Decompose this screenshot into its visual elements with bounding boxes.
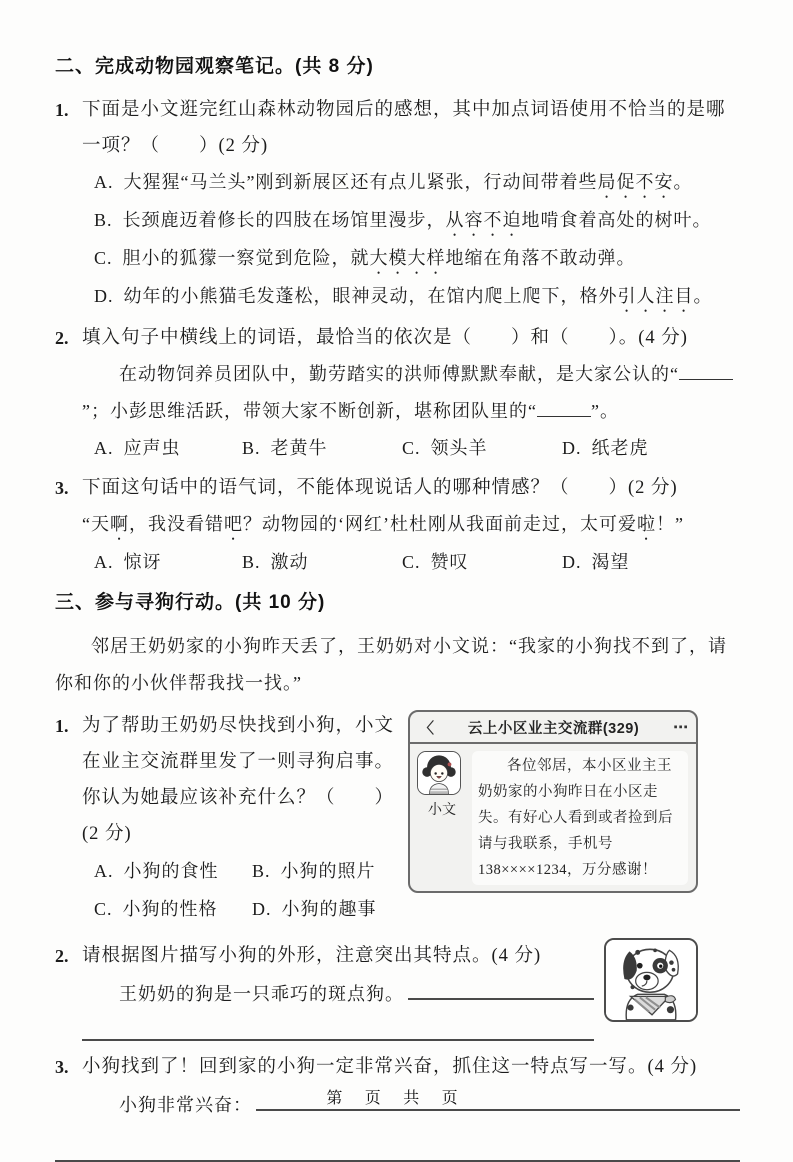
question-number: 1. [55, 716, 69, 736]
quote-sentence: “天啊，我没看错吧？动物园的‘网红’杜杜刚从我面前走过，太可爱啦！” [82, 514, 684, 534]
question-text: 下面是小文逛完红山森林动物园后的感想，其中加点词语使用不恰当的是哪一项？（ ）(2 分) [82, 100, 726, 156]
answer-blank-line [82, 1013, 594, 1041]
options-row [82, 544, 740, 580]
question-number: 2. [55, 946, 69, 966]
options-row [82, 890, 398, 928]
options-row [82, 430, 740, 466]
answer-lead-text: 小狗非常兴奋： [119, 1095, 252, 1115]
emphasized-word: 吧 [224, 514, 243, 534]
section-2-title: 二、完成动物园观察笔记。(共 8 分) [55, 56, 374, 77]
question-text: 填入句子中横线上的词语，最恰当的依次是（ ）和（ ）。(4 分) [82, 328, 688, 348]
option-b [82, 202, 740, 240]
option-a [82, 164, 740, 202]
option-label: B. [94, 210, 113, 230]
option-b: B. 小狗的照片 [252, 861, 376, 881]
question-2-2 [55, 320, 740, 466]
option-d: D. 纸老虎 [562, 438, 649, 458]
option-label: C. [94, 248, 113, 268]
option-b: B. 老黄牛 [242, 438, 328, 458]
emphasized-word: 啊 [110, 514, 129, 534]
question-number: 3. [55, 1057, 69, 1077]
emphasized-word: 局促不安 [597, 172, 674, 192]
section-3-title: 三、参与寻狗行动。(共 10 分) [55, 592, 326, 613]
dog-photo [604, 938, 698, 1022]
option-c: C. 领头羊 [402, 438, 488, 458]
avatar-girl [417, 751, 461, 795]
option-a: A. 小狗的食性 [94, 861, 219, 881]
option-label: D. [94, 286, 114, 306]
answer-lead-text: 王奶奶的狗是一只乖巧的斑点狗。 [119, 984, 404, 1004]
option-c: C. 赞叹 [402, 552, 469, 572]
chat-group-title: 云上小区业主交流群(329) [467, 720, 640, 737]
question-2-1 [55, 92, 740, 316]
fill-in-blank [537, 402, 591, 417]
option-text: 长颈鹿迈着修长的四肢在场馆里漫步，从容不迫地啃食着高处的树叶。 [122, 210, 712, 230]
option-c [82, 240, 740, 278]
question-number: 1. [55, 100, 69, 120]
question-text: 请根据图片描写小狗的外形，注意突出其特点。(4 分) [82, 946, 542, 966]
question-text: 小狗找到了！回到家的小狗一定非常兴奋，抓住这一特点写一写。(4 分) [82, 1057, 698, 1077]
question-text: 下面这句话中的语气词，不能体现说话人的哪种情感？（ ）(2 分) [82, 478, 678, 498]
option-text: 幼年的小熊猫毛发蓬松，眼神灵动，在馆内爬上爬下，格外引人注目。 [123, 286, 713, 306]
back-icon: 〈 [419, 719, 435, 737]
chat-sender-name: 小文 [428, 803, 456, 818]
more-icon: ⋯ [673, 719, 687, 736]
question-number: 2. [55, 328, 69, 348]
option-d [82, 278, 740, 316]
option-text: 胆小的狐獴一察觉到危险，就大模大样地缩在角落不敢动弹。 [122, 248, 636, 268]
option-a: A. 惊讶 [94, 552, 162, 572]
chat-header [410, 712, 696, 744]
emphasized-word: 啦 [637, 514, 656, 534]
question-3-1 [55, 708, 740, 928]
question-text: 为了帮助王奶奶尽快找到小狗，小文在业主交流群里发了一则寻狗启事。你认为她最应该补充什么？（ ）(2 分) [82, 716, 395, 844]
option-text: 大猩猩“马兰头”刚到新展区还有点儿紧张，行动间带着些局促不安。 [123, 172, 693, 192]
options-row [82, 852, 398, 890]
chat-message: 各位邻居，本小区业主王奶奶家的小狗昨日在小区走失。有好心人看到或者捡到后请与我联系，手机号138××××1234，万分感谢！ [472, 751, 688, 885]
option-b: B. 激动 [242, 552, 309, 572]
option-d: D. 渴望 [562, 552, 630, 572]
answer-blank-line [408, 974, 594, 1000]
answer-blank-line [55, 1124, 740, 1162]
chat-group-screenshot [408, 710, 698, 893]
option-c: C. 小狗的性格 [94, 899, 218, 919]
question-2-3 [55, 470, 740, 580]
option-label: A. [94, 172, 114, 192]
chat-body [410, 744, 696, 891]
emphasized-word: 引人注目 [617, 286, 694, 306]
option-a: A. 应声虫 [94, 438, 181, 458]
question-3-2 [55, 938, 740, 1041]
question-number: 3. [55, 478, 69, 498]
page-footer: 第 页 共 页 [326, 1090, 467, 1107]
passage-text: 在动物饲养员团队中，勤劳踏实的洪师傅默默奉献，是大家公认的“”；小彭思维活跃，带领大家不断创新，堪称团队里的“ ”。 [82, 356, 740, 430]
option-d: D. 小狗的趣事 [252, 899, 377, 919]
fill-in-blank [679, 365, 733, 380]
emphasized-word: 从容不迫 [445, 210, 522, 230]
section-3-intro: 邻居王奶奶家的小狗昨天丢了，王奶奶对小文说：“我家的小狗找不到了，请你和你的小伙伴帮我找一找。” [55, 636, 727, 693]
answer-line [82, 974, 594, 1013]
emphasized-word: 大模大样 [369, 248, 446, 268]
